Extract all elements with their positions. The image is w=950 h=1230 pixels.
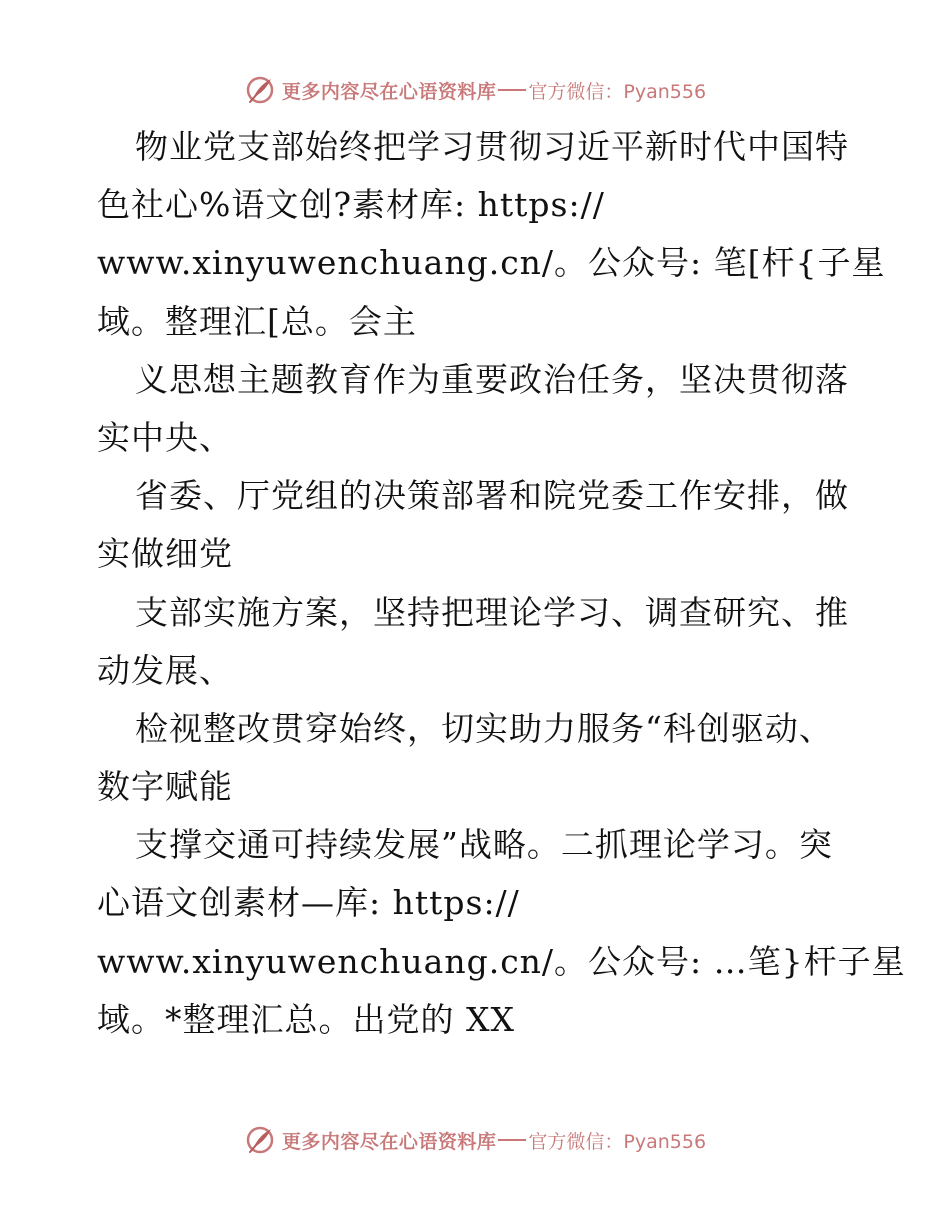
banner-slogan: 更多内容尽在心语资料库 bbox=[281, 1130, 497, 1153]
text-line: 实做细党 bbox=[97, 534, 233, 574]
document-body bbox=[97, 118, 906, 1049]
text-line: 数字赋能 bbox=[97, 767, 233, 807]
feather-pen-logo-icon bbox=[244, 74, 276, 106]
banner-separator bbox=[498, 89, 526, 91]
text-line: 支部实施方案，坚持把理论学习、调查研究、推 bbox=[135, 592, 849, 632]
text-line: 检视整改贯穿始终，切实助力服务“科创驱动、 bbox=[135, 708, 833, 748]
text-line: 支撑交通可持续发展”战略。二抓理论学习。突 bbox=[135, 825, 833, 865]
feather-pen-logo-icon bbox=[244, 1124, 276, 1156]
banner-wechat: 官方微信：Pyan556 bbox=[528, 1130, 707, 1153]
text-line: 域。整理汇[总。会主 bbox=[97, 301, 417, 341]
text-line: 域。*整理汇总。出党的 XX bbox=[97, 999, 515, 1039]
text-line: 实中央、 bbox=[97, 417, 233, 457]
footer-banner bbox=[0, 1122, 950, 1158]
banner-separator bbox=[498, 1139, 526, 1141]
banner-wechat: 官方微信：Pyan556 bbox=[528, 80, 707, 103]
text-line: www.xinyuwenchuang.cn/。公众号: 笔[杆{子星 bbox=[97, 243, 886, 283]
text-line: 动发展、 bbox=[97, 650, 233, 690]
text-line: 义思想主题教育作为重要政治任务，坚决贯彻落 bbox=[135, 359, 849, 399]
text-line: 省委、厅党组的决策部署和院党委工作安排，做 bbox=[135, 476, 849, 516]
header-banner bbox=[0, 72, 950, 108]
text-line: 物业党支部始终把学习贯彻习近平新时代中国特 bbox=[135, 127, 849, 166]
text-line: www.xinyuwenchuang.cn/。公众号: …笔}杆子星 bbox=[97, 941, 906, 981]
text-line: 色社心%语文创?素材库: https:// bbox=[97, 185, 605, 225]
banner-slogan: 更多内容尽在心语资料库 bbox=[281, 80, 497, 103]
text-line: 心语文创素材—库: https:// bbox=[97, 883, 520, 923]
